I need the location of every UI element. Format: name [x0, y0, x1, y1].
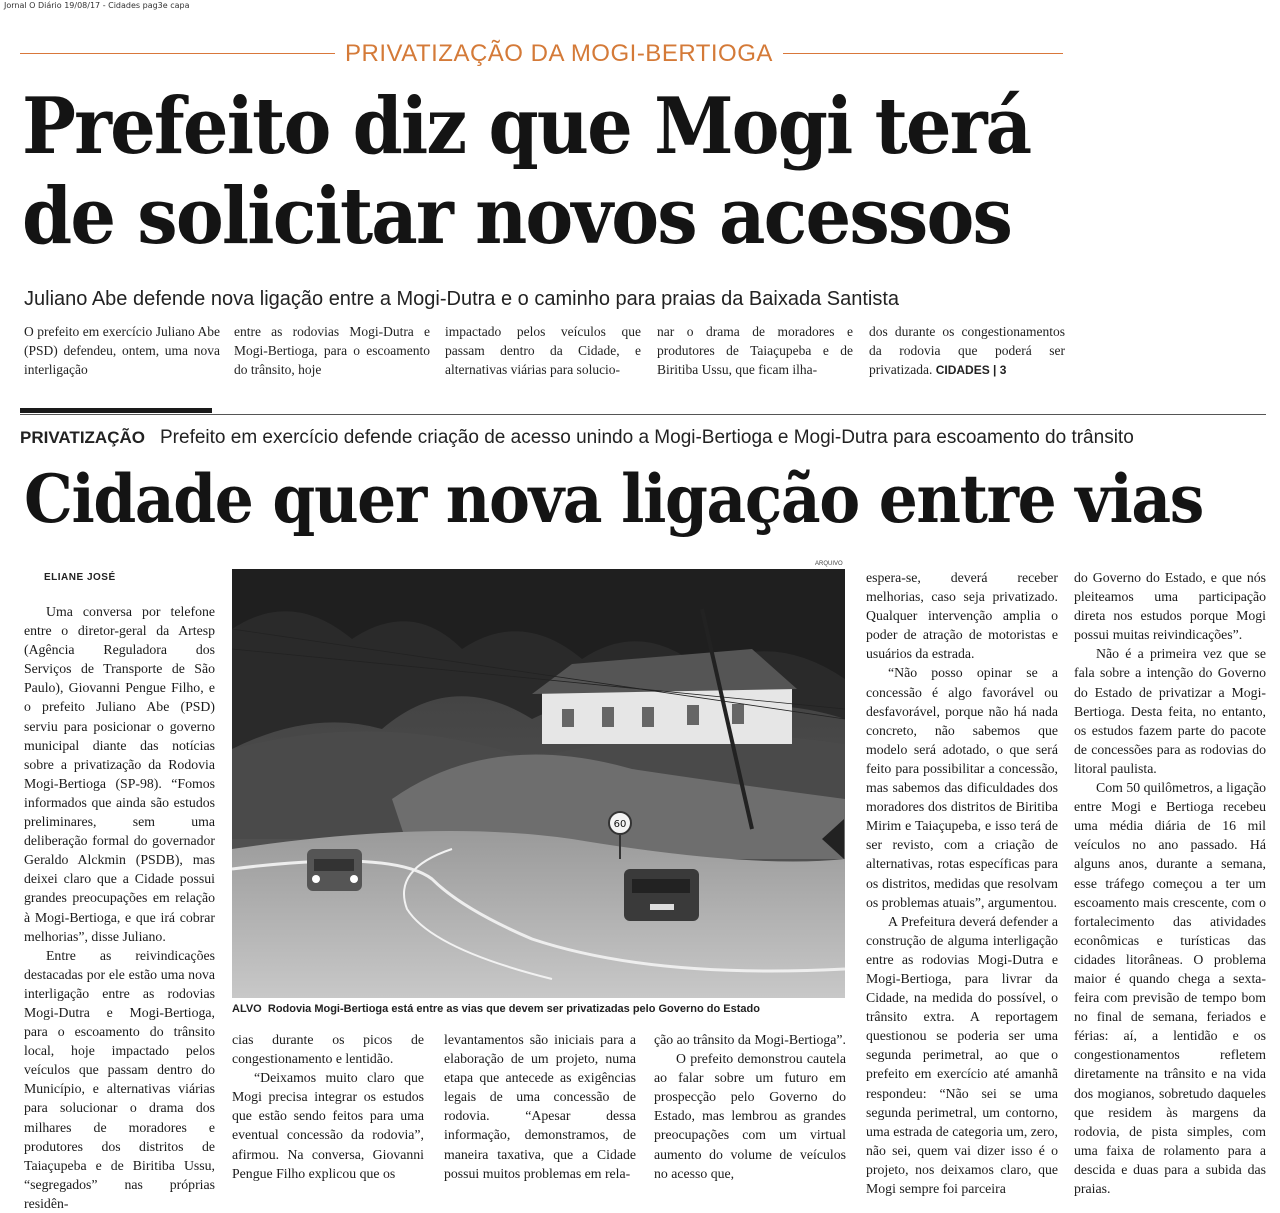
- photo-caption-label: ALVO: [232, 1003, 262, 1015]
- teaser-col-4: nar o drama de moradores e produtores de Taiaçupeba e de Biritiba Ussu, que ficam ilha-: [657, 324, 853, 377]
- front-headline-line2: de solicitar novos acessos: [22, 171, 1012, 262]
- teaser-col-2: entre as rodovias Mogi-Dutra e Mogi-Bertioga, para o escoamento do trânsito, hoje: [234, 324, 430, 377]
- photo-credit: ARQUIVO: [815, 561, 843, 567]
- teaser-col-5-text: dos durante os congestionamentos da rodovia que poderá ser privatizada.: [869, 324, 1065, 377]
- front-deck: Juliano Abe defende nova ligação entre a Mogi-Dutra e o caminho para praias da Baixada Santista: [24, 288, 900, 310]
- paragraph: Não é a primeira vez que se fala sobre a intenção do Governo do Estado de privatizar a Mogi-Bertioga. Desta feita, no entanto, os estudos fazem parte do pacote de concessões para as rodovias do litoral paulista.: [1074, 646, 1266, 776]
- article-col-2: [232, 1030, 424, 1183]
- paragraph: do Governo do Estado, e que nós pleiteamos uma participação direta nos estudos porque Mogi possui muitas reivindicações”.: [1074, 570, 1266, 643]
- section-divider-thick: [20, 408, 212, 413]
- byline: ELIANE JOSÉ: [44, 572, 116, 583]
- speed-limit-sign: 60: [613, 819, 627, 830]
- paragraph: Uma conversa por telefone entre o diretor-geral da Artesp (Agência Reguladora dos Serviços de Transporte de São Paulo), Giovanni Pengue Filho, e o prefeito Juliano Abe (PSD) serviu para posicionar o governo municipal diante das notícias sobre a privatização da Rodovia Mogi-Bertioga (SP-98). “Fomos informados que ainda são estudos preliminares, sem uma deliberação formal do governador Geraldo Alckmin (PSDB), mas deixei claro que a Cidade possui grandes preocupações em relação à Mogi-Bertioga, e que irá cobrar melhorias”, disse Juliano.: [24, 604, 215, 944]
- page-metadata: Jornal O Diário 19/08/17 - Cidades pag3e capa: [4, 1, 190, 10]
- section-label: PRIVATIZAÇÃO: [20, 428, 145, 447]
- paragraph: A Prefeitura deverá defender a construção de alguma interligação entre as rodovias Mogi-Dutra e Mogi-Bertioga, para livrar da Cidade, na medida do possível, o trânsito extra. A reportagem questionou se poderia ser uma segunda perimetral, ao que o prefeito em exercício até amanhã respondeu: “Não sei se uma segunda perimetral, um contorno, uma estrada de categoria um, zero, não sei, quem vai dizer isso é o projeto, nos deixamos claro, que Mogi sempre foi parceira: [866, 913, 1058, 1196]
- road-photo: [232, 569, 845, 998]
- front-headline-line1: Prefeito diz que Mogi terá: [22, 81, 1031, 172]
- paragraph: cias durante os picos de congestionamento e lentidão.: [232, 1032, 424, 1067]
- kicker: PRIVATIZAÇÃO DA MOGI-BERTIOGA: [335, 40, 783, 68]
- paragraph: Entre as reivindicações destacadas por ele estão uma nova interligação entre as rodovias Mogi-Dutra e Mogi-Bertioga, para o escoamento do trânsito local, hoje impactado pelos veículos que passam dentro do Município, e alternativas viárias para solucionar o drama dos milhares de moradores e produtores dos distritos de Taiaçupeba e de Biritiba Ussu, “segregados” nas próprias residên-: [24, 947, 215, 1211]
- paragraph: O prefeito demonstrou cautela ao falar sobre um futuro em prospecção pelo Governo do Estado, mas lembrou as grandes preocupações com um virtual aumento do volume de veículos no acesso que,: [654, 1051, 846, 1181]
- teaser-col-1: O prefeito em exercício Juliano Abe (PSD) defendeu, ontem, uma nova interligação: [24, 324, 220, 377]
- article-col-5: [866, 568, 1058, 1198]
- article-col-6: [1074, 568, 1266, 1198]
- photo-caption-text: Rodovia Mogi-Bertioga está entre as vias que devem ser privatizadas pelo Governo do Estado: [267, 1003, 760, 1015]
- article-deck: Prefeito em exercício defende criação de acesso unindo a Mogi-Bertioga e Mogi-Dutra para escoamento do trânsito: [160, 427, 1134, 448]
- article-headline: Cidade quer nova ligação entre vias: [24, 460, 1203, 538]
- teaser-col-3: impactado pelos veículos que passam dentro da Cidade, e alternativas viárias para solucio-: [445, 324, 641, 377]
- road-photo-image: [232, 569, 845, 998]
- article-col-1: [24, 602, 215, 1213]
- paragraph: “Não posso opinar se a concessão é algo favorável ou desfavorável, porque não há nada concreto, não sabemos que modelo será adotado, o que será feito para possibilitar a concessão, mas sabemos das dificuldades dos moradores dos distritos de Biritiba Mirim e Taiaçupeba, e isso terá de ser revisto, com a criação de alternativas, rotas específicas para os distritos, medidas que resolvam os problemas atuais”, argumentou.: [866, 665, 1058, 910]
- paragraph: espera-se, deverá receber melhorias, caso seja privatizado. Qualquer intervenção amplia o poder de atração de motoristas e usuários da estrada.: [866, 570, 1058, 662]
- paragraph: levantamentos são iniciais para a elaboração de um projeto, numa etapa que antecede as exigências legais de uma concessão de rodovia. “Apesar dessa informação, demonstramos, de maneira taxativa, que a Cidade possui muitos problemas em rela-: [444, 1032, 636, 1181]
- teaser-page-ref: CIDADES | 3: [935, 363, 1007, 377]
- section-divider: [20, 414, 1266, 415]
- article-col-4: [654, 1030, 846, 1183]
- paragraph: Com 50 quilômetros, a ligação entre Mogi e Bertioga recebeu uma média diária de 16 mil veículos no ano passado. Há alguns anos, durante a semana, esse tráfego começou a ter um escoamento mais crescente, com o fortalecimento das atividades econômicas e turísticas das cidades litorâneas. O problema maior é quando chega a sexta-feira com previsão de tempo bom no final de semana, feriados e férias: aí, a lentidão e os congestionamentos refletem diretamente na trânsito e na vida dos mogianos, sobretudo daqueles que residem às margens da rodovia, de pista simples, com uma faixa de rolamento para a descida e duas para a subida das praias.: [1074, 780, 1266, 1196]
- article-col-3: [444, 1030, 636, 1183]
- paragraph: ção ao trânsito da Mogi-Bertioga”.: [654, 1032, 846, 1047]
- paragraph: “Deixamos muito claro que Mogi precisa integrar os estudos que estão sendo feitos para uma eventual concessão da rodovia”, afirmou. Na conversa, Giovanni Pengue Filho explicou que os: [232, 1070, 424, 1181]
- photo-caption: [232, 1003, 760, 1015]
- teaser-col-5: [869, 322, 1065, 379]
- front-headline: [22, 81, 1031, 262]
